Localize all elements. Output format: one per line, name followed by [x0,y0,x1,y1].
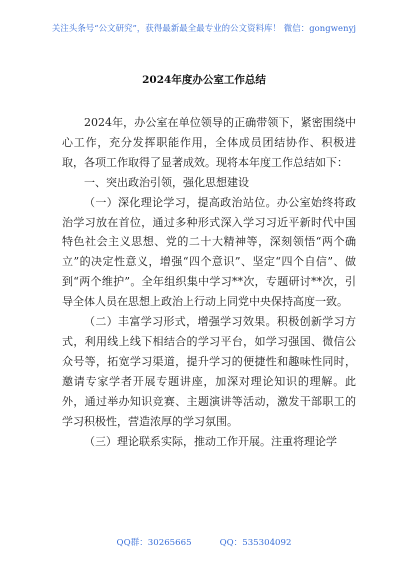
body-paragraph-3: （三）理论联系实际，推动工作开展。注重将理论学 [84,434,337,448]
body-paragraph-2: （二）丰富学习形式，增强学习效果。积极创新学习方式，利用线上线下相结合的学习平台，如学习强国、微信公众号等，拓宽学习渠道，提升学习的便捷性和趣味性同时，邀请专家学者开展专题讲座，加深对理论知识的理解。此外，通过举办知识竞赛、主题演讲等活动，激发干部职工的学习积极性，营造浓厚的学习氛围。 [62,315,356,428]
footer-contact [0,536,408,548]
intro-paragraph: 2024年，办公室在单位领导的正确带领下，紧密围绕中心工作，充分发挥职能作用，全体成员团结协作、积极进取，各项工作取得了显著成效。现将本年度工作总结如下： [62,116,356,169]
qq-number-text: QQ：535304092 [219,538,292,548]
document-title: 2024年度办公室工作总结 [142,74,266,86]
document-body [62,113,356,451]
header-banner: 关注头条号“公文研究”，获得最新最全最专业的公文资料库！ 微信：gongwenyj [51,23,357,33]
qq-group-text: QQ群：30265665 [116,538,192,548]
body-paragraph-1: （一）深化理论学习，提高政治站位。办公室始终将政治学习放在首位，通过多种形式深入学习习近平新时代中国特色社会主义思想、党的二十大精神等，深刻领悟“两个确立”的决定性意义，增强“四个意识”、坚定“四个自信”、做到“两个维护”。全年组织集中学习**次，专题研讨**次，引导全体人员在思想上政治上行动上同党中央保持高度一致。 [62,195,356,309]
section-heading: 一、突出政治引领，强化思想建设 [84,175,249,189]
